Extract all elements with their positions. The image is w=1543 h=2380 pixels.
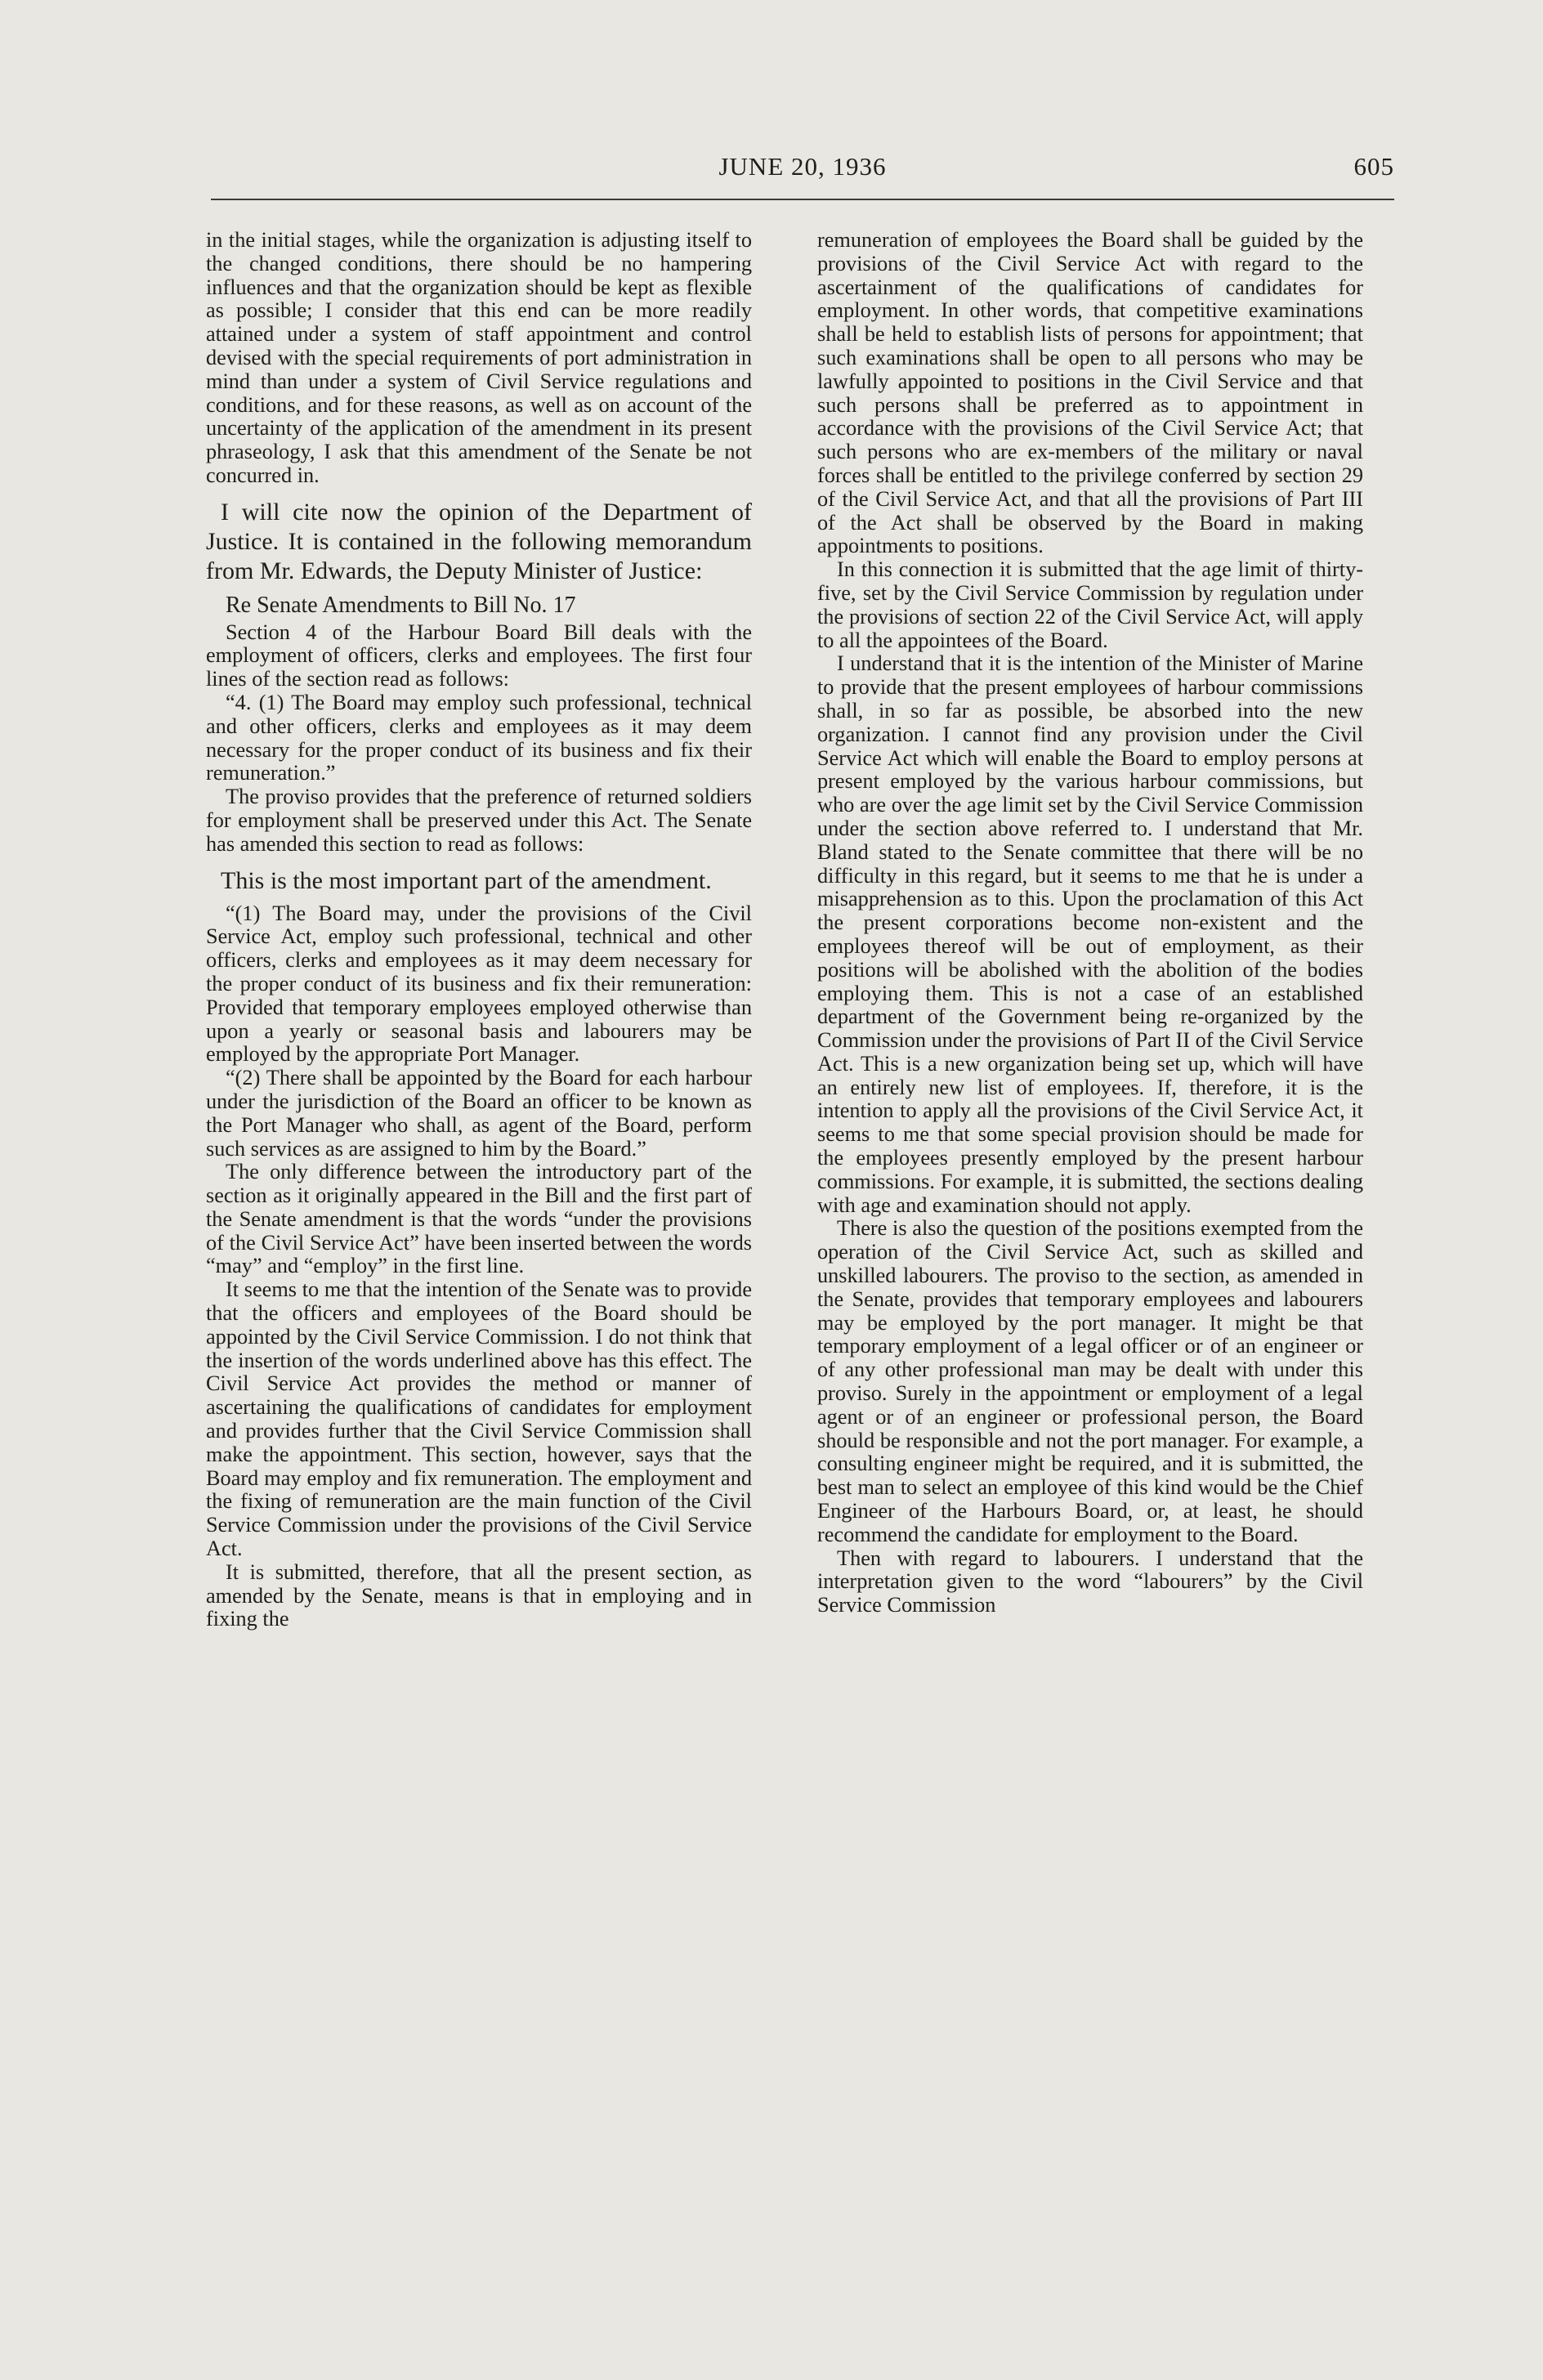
paragraph: in the initial stages, while the organization is adjusting itself to the changed conditions, there should be no hampering influences and that the organization should be kept as flexible as possible; I consider that this end can be more readily attained under a system of staff appointment and control devised with the special requirements of port administration in mind than under a system of Civil Service regulations and conditions, and for these reasons, as well as on account of the uncertainty of the application of the amendment in its present phraseology, I ask that this amendment of the Senate be not concurred in. xyxy=(206,229,752,487)
page-header xyxy=(211,152,1394,185)
paragraph: Section 4 of the Harbour Board Bill deals with the employment of officers, clerks and employees. The first four lines of the section read as follows: xyxy=(206,620,752,691)
paragraph: The only difference between the introductory part of the section as it originally appeared in the Bill and the first part of the Senate amendment is that the words “under the provisions of the Civil Service Act” have been inserted between the words “may” and “employ” in the first line. xyxy=(206,1160,752,1278)
paragraph: “(2) There shall be appointed by the Board for each harbour under the jurisdiction of the Board an officer to be known as the Port Manager who shall, as agent of the Board, perform such services as are assigned to him by the Board.” xyxy=(206,1066,752,1161)
paragraph: Then with regard to labourers. I understand that the interpretation given to the word “labourers” by the Civil Service Commission xyxy=(817,1546,1363,1617)
paragraph: “(1) The Board may, under the provisions of the Civil Service Act, employ such professional, technical and other officers, clerks and employees as it may deem necessary for the proper conduct of its business and fix their remuneration: Provided that temporary employees employed otherwise than upon a yearly or seasonal basis and labourers may be employed by the appropriate Port Manager. xyxy=(206,901,752,1067)
paragraph: I will cite now the opinion of the Department of Justice. It is contained in the following memorandum from Mr. Edwards, the Deputy Minister of Justice: xyxy=(206,498,752,584)
page-number: 605 xyxy=(1353,152,1394,181)
paragraph: It is submitted, therefore, that all the present section, as amended by the Senate, means is that in employing and in fixing the xyxy=(206,1559,752,1631)
paragraph: I understand that it is the intention of the Minister of Marine to provide that the present employees of harbour commissions shall, in so far as possible, be absorbed into the new organization. I cannot find any provision under the Civil Service Act which will enable the Board to employ persons at present employed by the various harbour commissions, but who are over the age limit set by the Civil Service Commission under the section above referred to. I understand that Mr. Bland stated to the Senate committee that there will be no difficulty in this regard, but it seems to me that he is under a misapprehension as to this. Upon the proclamation of this Act the present corporations become non-existent and the employees thereof will be out of employment, as their positions will be abolished with the abolition of the bodies employing them. This is not a case of an established department of the Government being re-organized by the Commission under the provisions of Part II of the Civil Service Act. This is a new organization being set up, which will have an entirely new list of employees. If, therefore, it is the intention to apply all the provisions of the Civil Service Act, it seems to me that some special provision should be made for the employees presently employed by the present harbour commissions. For example, it is submitted, the sections dealing with age and examination should not apply. xyxy=(817,651,1363,1217)
paragraph: There is also the question of the positions exempted from the operation of the Civil Service Act, such as skilled and unskilled labourers. The proviso to the section, as amended in the Senate, provides that temporary employees and labourers may be employed by the port manager. It might be that temporary employment of a legal officer or of an engineer or of any other professional man may be dealt with under this proviso. Surely in the appointment or employment of a legal agent or of an engineer or professional person, the Board should be responsible and not the port manager. For example, a consulting engineer might be required, and it is submitted, the best man to select an employee of this kind would be the Chief Engineer of the Harbours Board, or, at least, he should recommend the candidate for employment to the Board. xyxy=(817,1216,1363,1546)
paragraph: “4. (1) The Board may employ such professional, technical and other officers, clerks and employees as it may deem necessary for the proper conduct of its business and fix their remuneration.” xyxy=(206,690,752,785)
paragraph: The proviso provides that the preference of returned soldiers for employment shall be preserved under this Act. The Senate has amended this section to read as follows: xyxy=(206,785,752,856)
left-column xyxy=(206,229,752,2321)
right-column xyxy=(817,229,1363,2321)
paragraph: In this connection it is submitted that the age limit of thirty-five, set by the Civil Service Commission by regulation under the provisions of section 22 of the Civil Service Act, will apply to all the appointees of the Board. xyxy=(817,557,1363,652)
paragraph: Re Senate Amendments to Bill No. 17 xyxy=(226,592,576,618)
header-rule xyxy=(211,199,1394,200)
header-date: JUNE 20, 1936 xyxy=(718,152,887,181)
paragraph: remuneration of employees the Board shall be guided by the provisions of the Civil Service Act with regard to the ascertainment of the qualifications of candidates for employment. In other words, that competitive examinations shall be held to establish lists of persons for appointment; that such examinations shall be open to all persons who may be lawfully appointed to positions in the Civil Service and that such persons shall be preferred as to appointment in accordance with the provisions of the Civil Service Act; that such persons who are ex-members of the military or naval forces shall be entitled to the privilege conferred by section 29 of the Civil Service Act, and that all the provisions of Part III of the Act shall be observed by the Board in making appointments to positions. xyxy=(817,229,1363,558)
paragraph: It seems to me that the intention of the Senate was to provide that the officers and employees of the Board should be appointed by the Civil Service Commission. I do not think that the insertion of the words underlined above has this effect. The Civil Service Act provides the method or manner of ascertaining the qualifications of candidates for employment and provides further that the Civil Service Commission shall make the appointment. This section, however, says that the Board may employ and fix remuneration. The employment and the fixing of remuneration are the main function of the Civil Service Commission under the provisions of the Civil Service Act. xyxy=(206,1277,752,1561)
paragraph: This is the most important part of the amendment. xyxy=(221,866,712,894)
